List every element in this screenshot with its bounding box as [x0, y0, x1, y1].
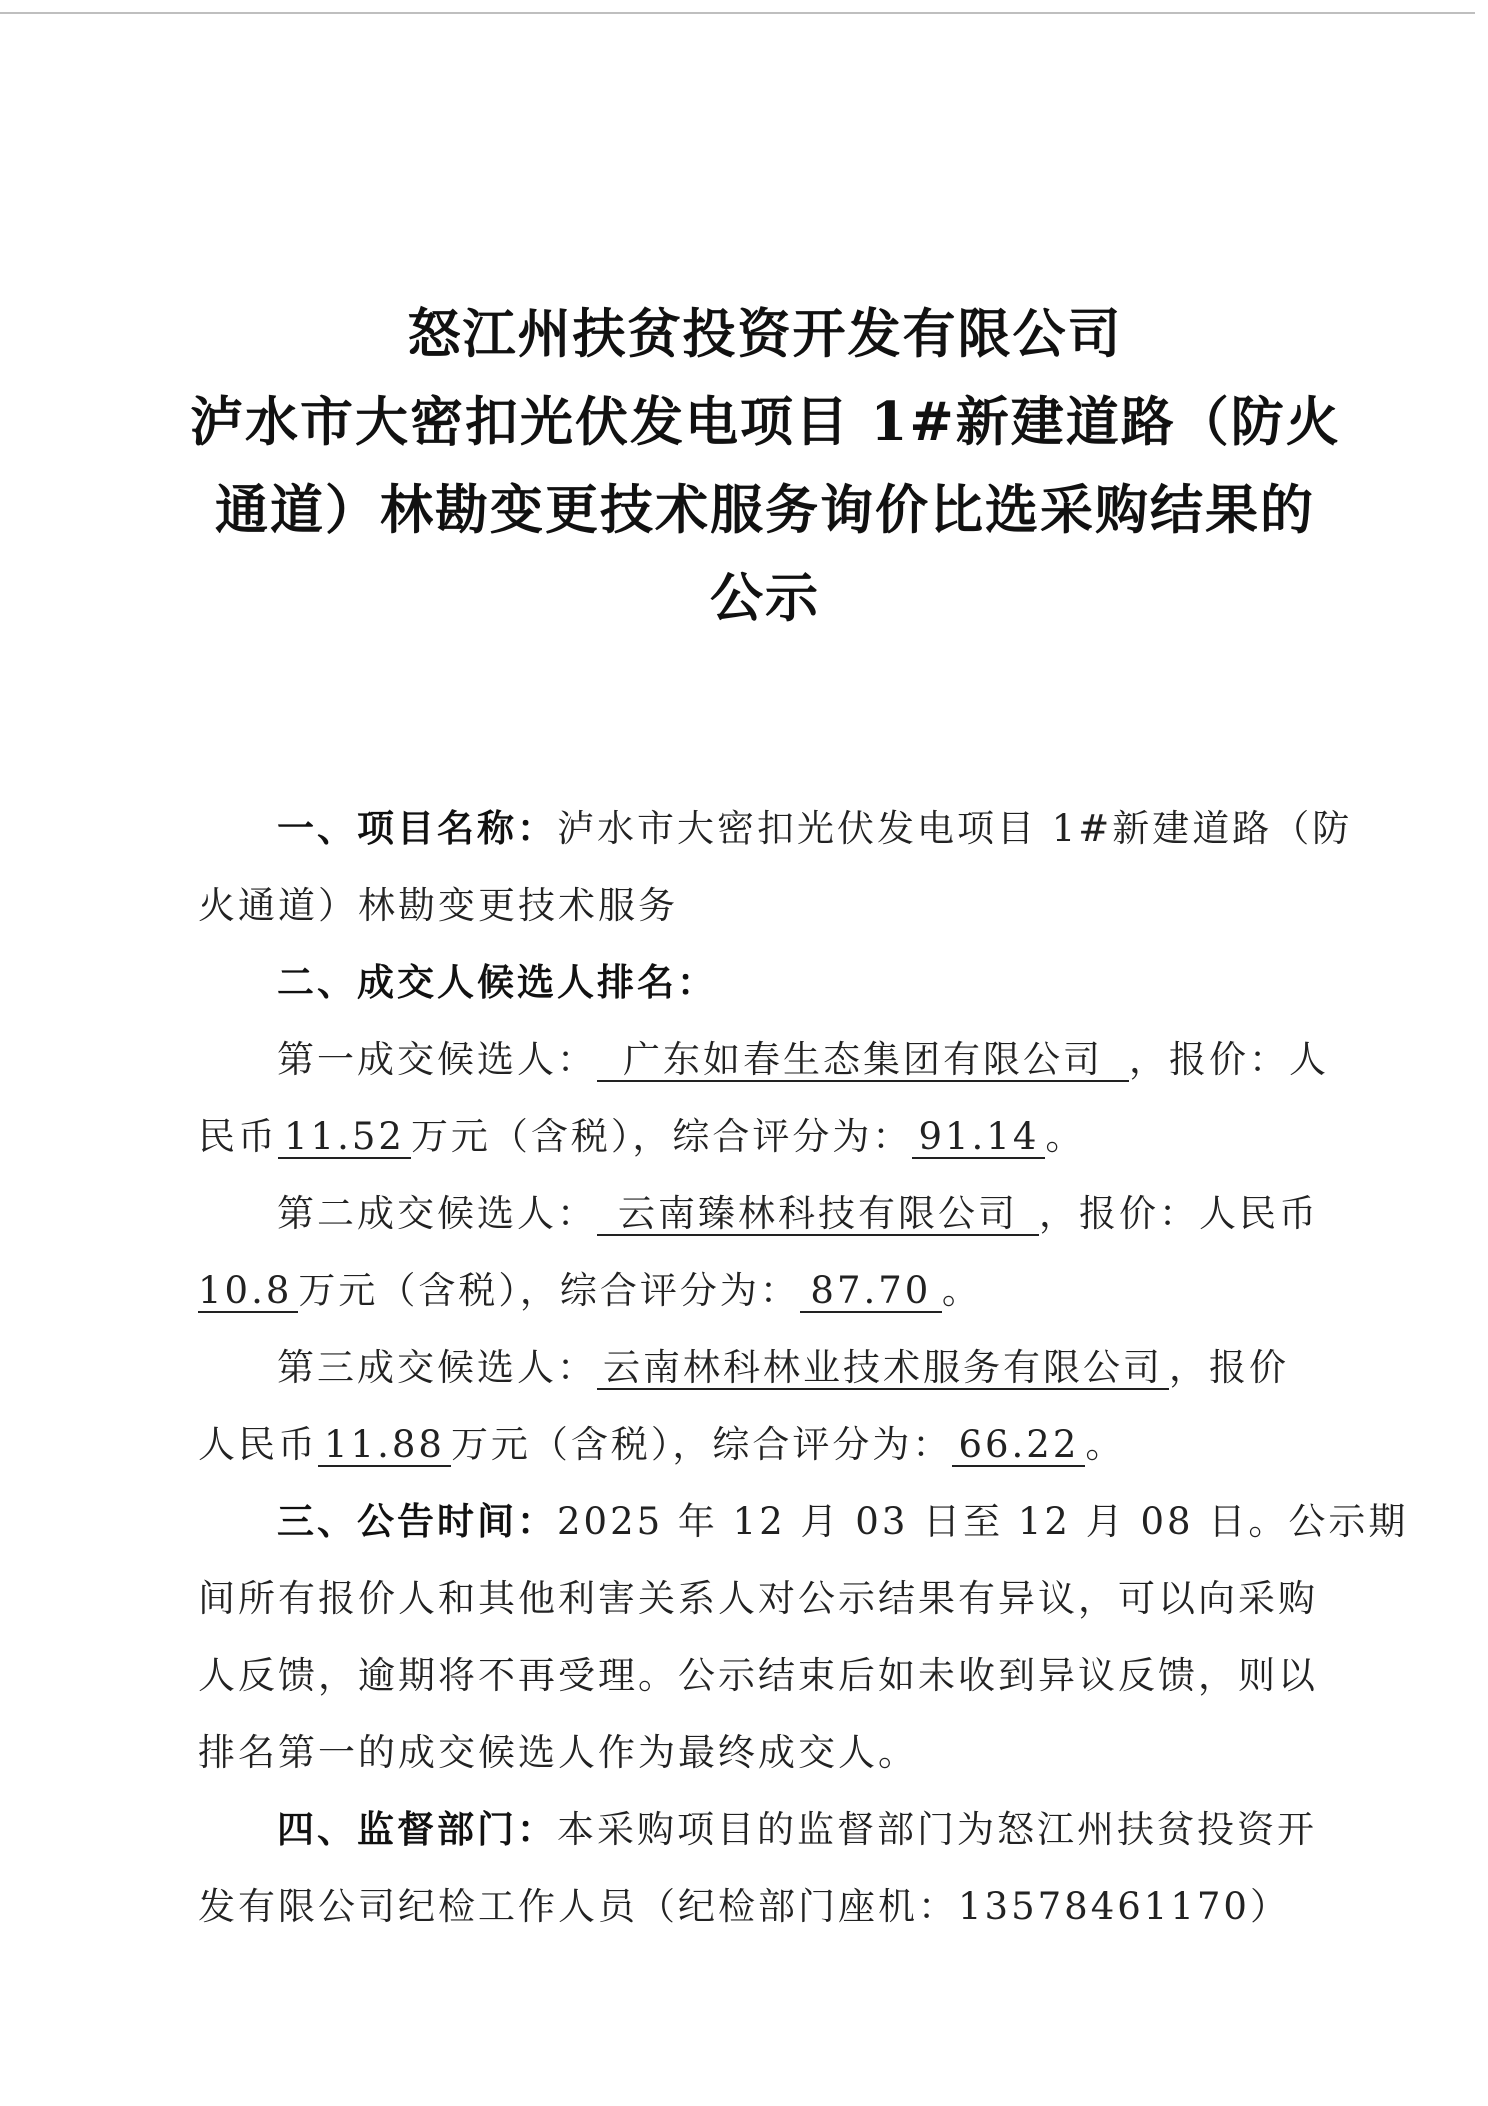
candidate-price: 11.52: [278, 1117, 411, 1159]
candidate-3: 第三成交候选人： 云南林科林业技术服务有限公司 ，报价: [277, 1346, 1289, 1389]
section-project-name: [198, 790, 1353, 867]
candidate-price: 11.88: [318, 1425, 451, 1467]
project-name-text: 泸水市大密扣光伏发电项目 1#新建道路（防: [557, 807, 1353, 850]
candidate-score: 87.70: [800, 1271, 942, 1313]
section-heading: 三、公告时间：: [277, 1499, 557, 1543]
title-project-line-1: 泸水市大密扣光伏发电项目 1#新建道路（防火: [190, 391, 1341, 453]
project-name-text-cont: 火通道）林勘变更技术服务: [198, 884, 678, 927]
candidate-score: 66.22: [952, 1425, 1085, 1467]
section-heading: 四、监督部门：: [277, 1807, 557, 1851]
scan-edge-line: [0, 12, 1475, 14]
section-heading: 二、成交人候选人排名：: [277, 960, 717, 1004]
candidate-2: 第二成交候选人： 云南臻林科技有限公司 ，报价：人民币: [277, 1192, 1319, 1235]
section-candidates: [198, 944, 1316, 1021]
candidate-score: 91.14: [912, 1117, 1045, 1159]
document-body: 一、项目名称：泸水市大密扣光伏发电项目 1#新建道路（防 火通道）林勘变更技术服务 二、成交人候选人排名： 第一成交候选人： 广东如春生态集团有限公司 ，报价：人 民币 11.52 万元（含税），综合评分为： 91.14 。 第二成交候选人： 云南臻林科技有限公司 ，报价：人民币 10.8 万元（含税），综合评分为： 87.70 。 第三成交候选人： 云南林科林业技术服务有限公司 ，报价 人民币 11.88 万元（含税），综合评分为： 66.22 。 三、公告时间：2025 年 12 月 03 日至 12 月 08 日。公示期 间所有报价人和其他利害关系人对公示结果有异议，可以向采购 人反馈，逾期将不再受理。公示结束后如未收到异议反馈，则以 排名第一的成交候选人作为最终成交人。 四、监督部门：本采购项目的监督部门为怒江州扶贫投资开 发有限公司纪检工作人员（纪检部门座机：13578461170）: [198, 790, 1316, 1945]
title-project-line-2: 通道）林勘变更技术服务询价比选采购结果的: [215, 479, 1315, 541]
section-notice-period: 三、公告时间：2025 年 12 月 03 日至 12 月 08 日。公示期: [277, 1499, 1409, 1543]
candidate-name: 广东如春生态集团有限公司: [597, 1040, 1129, 1082]
supervision-contact: 发有限公司纪检工作人员（纪检部门座机：13578461170）: [198, 1885, 1290, 1928]
document-title: [190, 290, 1340, 642]
candidate-1: 第一成交候选人： 广东如春生态集团有限公司 ，报价：人: [277, 1038, 1329, 1081]
section-heading: 一、项目名称：: [277, 806, 557, 850]
title-company: 怒江州扶贫投资开发有限公司: [407, 303, 1123, 365]
section-supervision: 四、监督部门：本采购项目的监督部门为怒江州扶贫投资开: [277, 1807, 1317, 1851]
candidate-name: 云南臻林科技有限公司: [597, 1194, 1039, 1236]
candidate-name: 云南林科林业技术服务有限公司: [597, 1348, 1169, 1390]
candidate-price: 10.8: [198, 1271, 298, 1313]
title-project-line-3: 公示: [710, 567, 820, 629]
